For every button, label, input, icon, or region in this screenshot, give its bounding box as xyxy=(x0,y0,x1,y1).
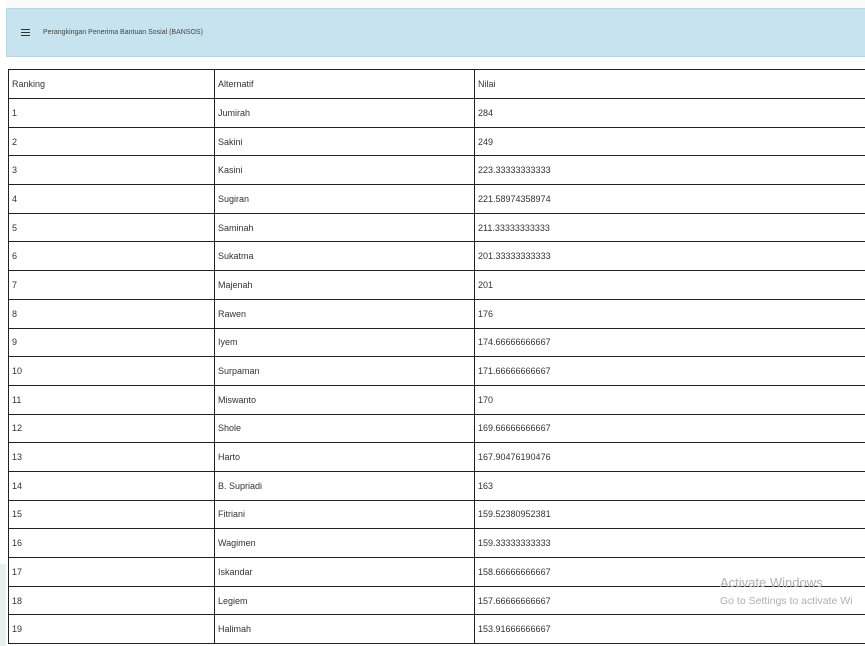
table-row xyxy=(9,328,865,357)
cell-alternatif: Majenah xyxy=(215,271,475,300)
cell-alternatif: Saminah xyxy=(215,213,475,242)
cell-nilai: 201.33333333333 xyxy=(475,242,865,271)
table-header-row xyxy=(9,70,865,99)
cell-nilai: 211.33333333333 xyxy=(475,213,865,242)
table-row xyxy=(9,385,865,414)
cell-alternatif: Fitriani xyxy=(215,500,475,529)
cell-ranking: 19 xyxy=(9,615,215,644)
panel-header xyxy=(6,8,865,57)
cell-nilai: 167.90476190476 xyxy=(475,443,865,472)
cell-ranking: 5 xyxy=(9,213,215,242)
cell-alternatif: Sakini xyxy=(215,127,475,156)
cell-ranking: 10 xyxy=(9,357,215,386)
cell-nilai: 163 xyxy=(475,471,865,500)
table-row xyxy=(9,271,865,300)
cell-ranking: 17 xyxy=(9,558,215,587)
cell-ranking: 9 xyxy=(9,328,215,357)
cell-alternatif: Miswanto xyxy=(215,385,475,414)
cell-ranking: 15 xyxy=(9,500,215,529)
cell-nilai: 284 xyxy=(475,99,865,128)
cell-alternatif: Rawen xyxy=(215,299,475,328)
table-row xyxy=(9,127,865,156)
cell-alternatif: Wagimen xyxy=(215,529,475,558)
table-row xyxy=(9,615,865,644)
ranking-table xyxy=(8,69,865,644)
cell-ranking: 6 xyxy=(9,242,215,271)
cell-nilai: 201 xyxy=(475,271,865,300)
table-row xyxy=(9,357,865,386)
table-row xyxy=(9,529,865,558)
cell-nilai: 174.66666666667 xyxy=(475,328,865,357)
cell-nilai: 176 xyxy=(475,299,865,328)
cell-alternatif: Surpaman xyxy=(215,357,475,386)
top-gap xyxy=(6,0,865,8)
table-row xyxy=(9,558,865,587)
table-row xyxy=(9,185,865,214)
table-row xyxy=(9,500,865,529)
cell-nilai: 223.33333333333 xyxy=(475,156,865,185)
cell-ranking: 12 xyxy=(9,414,215,443)
cell-ranking: 13 xyxy=(9,443,215,472)
table-row xyxy=(9,443,865,472)
cell-nilai: 158.66666666667 xyxy=(475,558,865,587)
header-ranking: Ranking xyxy=(9,70,215,99)
cell-alternatif: Iskandar xyxy=(215,558,475,587)
cell-ranking: 3 xyxy=(9,156,215,185)
table-row xyxy=(9,156,865,185)
table-row xyxy=(9,471,865,500)
table-row xyxy=(9,586,865,615)
cell-nilai: 169.66666666667 xyxy=(475,414,865,443)
table-row xyxy=(9,213,865,242)
cell-ranking: 18 xyxy=(9,586,215,615)
cell-alternatif: B. Supriadi xyxy=(215,471,475,500)
cell-nilai: 170 xyxy=(475,385,865,414)
cell-alternatif: Iyem xyxy=(215,328,475,357)
table-row xyxy=(9,99,865,128)
watermark-line2: Go to Settings to activate Wi xyxy=(720,594,853,607)
cell-alternatif: Sugiran xyxy=(215,185,475,214)
cell-ranking: 14 xyxy=(9,471,215,500)
cell-nilai: 159.33333333333 xyxy=(475,529,865,558)
cell-ranking: 8 xyxy=(9,299,215,328)
hamburger-icon[interactable] xyxy=(21,29,30,36)
cell-nilai: 171.66666666667 xyxy=(475,357,865,386)
cell-nilai: 159.52380952381 xyxy=(475,500,865,529)
cell-alternatif: Harto xyxy=(215,443,475,472)
cell-ranking: 1 xyxy=(9,99,215,128)
cell-alternatif: Kasini xyxy=(215,156,475,185)
table-row xyxy=(9,414,865,443)
panel-title: Perangkingan Penerima Bantuan Sosial (BANSOS) xyxy=(43,29,203,36)
cell-nilai: 249 xyxy=(475,127,865,156)
cell-alternatif: Legiem xyxy=(215,586,475,615)
cell-ranking: 2 xyxy=(9,127,215,156)
cell-alternatif: Halimah xyxy=(215,615,475,644)
cell-nilai: 221.58974358974 xyxy=(475,185,865,214)
cell-ranking: 16 xyxy=(9,529,215,558)
table-row xyxy=(9,242,865,271)
cell-ranking: 4 xyxy=(9,185,215,214)
cell-ranking: 7 xyxy=(9,271,215,300)
cell-alternatif: Jumirah xyxy=(215,99,475,128)
cell-alternatif: Shole xyxy=(215,414,475,443)
cell-nilai: 157.66666666667 xyxy=(475,586,865,615)
cell-ranking: 11 xyxy=(9,385,215,414)
header-nilai: Nilai xyxy=(475,70,865,99)
watermark-line1: Activate Windows xyxy=(720,575,823,590)
cell-nilai: 153.91666666667 xyxy=(475,615,865,644)
cell-alternatif: Sukatma xyxy=(215,242,475,271)
table-row xyxy=(9,299,865,328)
header-alternatif: Alternatif xyxy=(215,70,475,99)
